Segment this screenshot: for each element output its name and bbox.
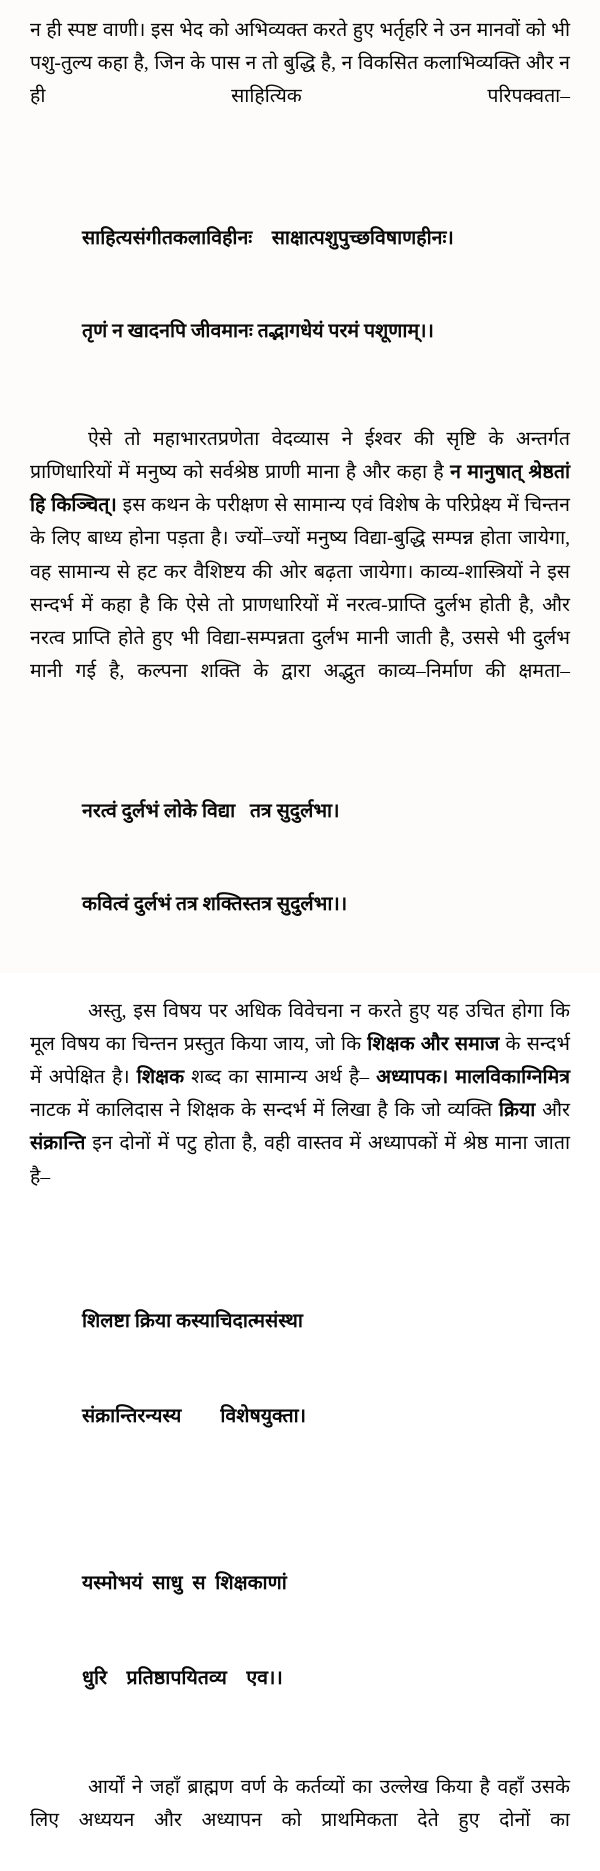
verse-3-line-2: संक्रान्तिरन्यस्य विशेषयुक्ता। bbox=[82, 1406, 307, 1428]
paragraph-3-bold-adhyapak: अध्यापक। bbox=[376, 1067, 449, 1089]
verse-1-line-2: तृणं न खादनपि जीवमानः तद्भागधेयं परमं पशूणाम्।। bbox=[82, 320, 434, 342]
paragraph-2-run-3: इस कथन के परीक्षण से सामान्य एवं विशेष के परिप्रेक्ष्य में चिन्तन के लिए बाध्य होना पड़ता है। ज्यों–ज्यों मनुष्य विद्या-बुद्धि सम्पन्न होता जायेगा, वह सामान्य से हट कर वैशिष्टय की ओर बढ़ता जायेगा। काव्य-शास्त्रियों ने इस सन्दर्भ में कहा है कि ऐसे तो प्राणधारियों में नरत्व-प्राप्ति दुर्लभ होती है, और नरत्व प्राप्ति होते हुए भी विद्या-सम्पन्नता दुर्लभ मानी जाती है, उससे भी दुर्लभ मानी गई है, कल्पना शक्ति के द्वारा अद्भुत काव्य–निर्माण की क्षमता– bbox=[30, 495, 570, 683]
paragraph-1-text: न ही स्पष्ट वाणी। इस भेद को अभिव्यक्त करते हुए भर्तृहरि ने उन मानवों को भी पशु-तुल्य कहा है, जिन के पास न तो बुद्धि है, न विकसित कलाभिव्यक्ति और न ही साहित्यिक परिपक्वता– bbox=[30, 20, 570, 108]
paragraph-4 bbox=[30, 1771, 570, 1871]
verse-block-2 bbox=[30, 734, 570, 982]
paragraph-3-bold-sankranti: संक्रान्ति bbox=[30, 1133, 86, 1155]
paragraph-2 bbox=[30, 423, 570, 722]
paragraph-3-run-5: शब्द का सामान्य अर्थ है– bbox=[184, 1067, 377, 1089]
verse-1-line-1: साहित्यसंगीतकलाविहीनः साक्षात्पशुपुच्छविषाणहीनः। bbox=[82, 227, 454, 249]
paragraph-3-run-13: इन दोनों में पटु होता है, वही वास्तव में अध्यापकों में श्रेष्ठ माना जाता है– bbox=[30, 1133, 570, 1188]
text-column bbox=[30, 0, 570, 1832]
paragraph-2-bold-quote: न मानुषात् श्रेष्ठतां हि किञ्चित्। bbox=[30, 462, 570, 517]
verse-2-line-1: नरत्वं दुर्लभं लोके विद्या तत्र सुदुर्लभा। bbox=[82, 800, 340, 822]
verse-block-3 bbox=[30, 1243, 570, 1757]
paragraph-3-run-3: के सन्दर्भ में अपेक्षित है। bbox=[30, 1033, 570, 1089]
verse-3-line-4: धुरि प्रतिष्ठापयितव्य एव।। bbox=[82, 1668, 283, 1690]
paragraph-3-bold-malavikagnimitra: मालविकाग्निमित्र bbox=[455, 1067, 570, 1089]
verse-3-line-3: यस्मोभयं साधु स शिक्षकाणां bbox=[82, 1573, 287, 1595]
paragraph-2-run-1: ऐसे तो महाभारतप्रणेता वेदव्यास ने ईश्वर की सृष्टि के अन्तर्गत प्राणिधारियों में मनुष्य को सर्वश्रेष्ठ प्राणी माना है और कहा है bbox=[30, 428, 570, 484]
paragraph-3-bold-kriya: क्रिया bbox=[498, 1100, 536, 1122]
verse-2-line-2: कवित्वं दुर्लभं तत्र शक्तिस्तत्र सुदुर्लभा।। bbox=[82, 893, 348, 915]
verse-3-line-1: शिलष्टा क्रिया कस्याचिदात्मसंस्था bbox=[82, 1311, 303, 1333]
paragraph-3-bold-shikshak-aur-samaj: शिक्षक और समाज bbox=[367, 1033, 500, 1055]
paragraph-1 bbox=[30, 14, 570, 147]
paragraph-3 bbox=[30, 995, 570, 1227]
paragraph-3-run-9: नाटक में कालिदास ने शिक्षक के सन्दर्भ में लिखा है कि जो व्यक्ति bbox=[30, 1100, 499, 1122]
verse-block-1 bbox=[30, 161, 570, 409]
paragraph-3-run-11: और bbox=[535, 1100, 570, 1122]
paragraph-4-text: आर्यों ने जहाँ ब्राह्मण वर्ण के कर्तव्यों का उल्लेख किया है वहाँ उसके लिए अध्ययन और अध्यापन को प्राथमिकता देते हुए दोनों का bbox=[30, 1777, 570, 1832]
paragraph-3-run-1: अस्तु, इस विषय पर अधिक विवेचना न करते हुए यह उचित होगा कि मूल विषय का चिन्तन प्रस्तुत किया जाय, जो कि bbox=[30, 1000, 570, 1055]
paragraph-3-bold-shikshak: शिक्षक bbox=[136, 1067, 185, 1089]
